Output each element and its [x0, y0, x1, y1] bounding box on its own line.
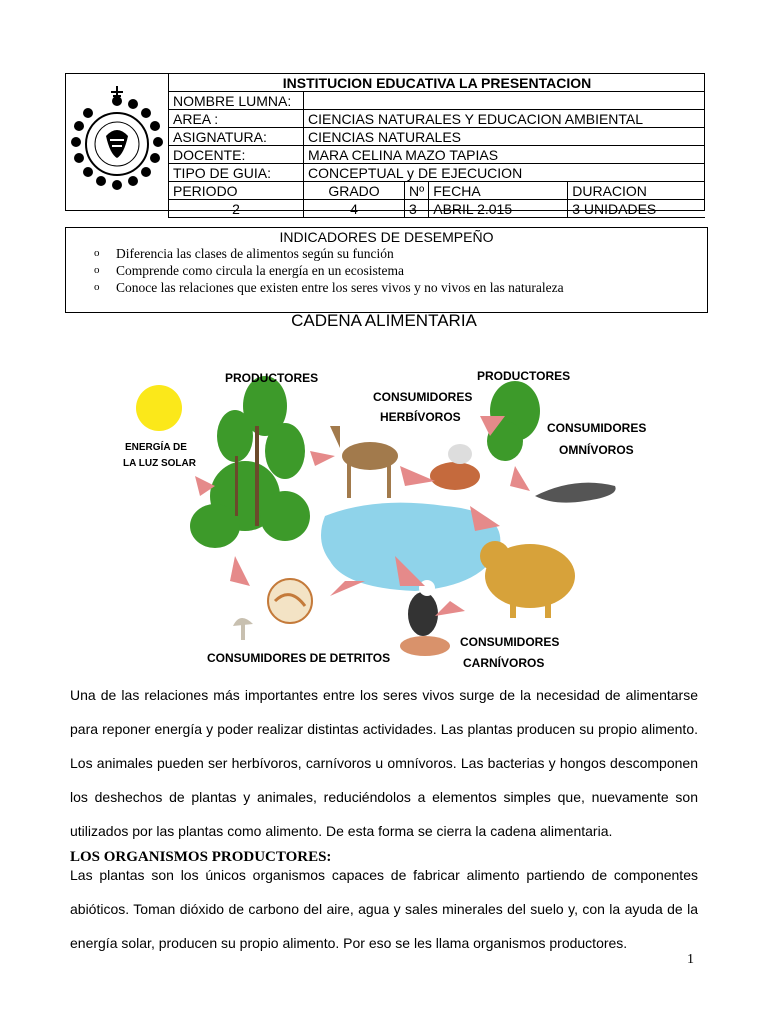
value-tipo: CONCEPTUAL y DE EJECUCION	[304, 164, 706, 182]
deer-icon	[330, 426, 398, 498]
indicator-text: Comprende como circula la energía en un ecosistema	[116, 263, 405, 278]
bullet-icon: o	[94, 247, 100, 259]
col-duracion: DURACION	[568, 182, 705, 200]
col-periodo: PERIODO	[169, 182, 304, 200]
val-grado: 4	[304, 200, 405, 218]
indicator-item	[66, 279, 707, 296]
decomposers-icon	[233, 579, 312, 640]
label-omnivoros-2: OMNÍVOROS	[559, 443, 634, 457]
lizard-icon	[535, 483, 616, 503]
paragraph-line: energía solar, producen su propio alimento. Por eso se les llama organismos productores.	[70, 935, 628, 951]
jaguar-icon	[480, 541, 575, 618]
header-table	[168, 74, 705, 218]
header-box	[65, 73, 705, 217]
val-duracion: 3 UNIDADES	[568, 200, 705, 218]
label-area: AREA :	[169, 110, 304, 128]
institution-name: INSTITUCION EDUCATIVA LA PRESENTACION	[169, 74, 706, 92]
paragraph-line: Las plantas son los únicos organismos capaces de fabricar alimento partiendo de componentes	[70, 867, 698, 883]
label-tipo: TIPO DE GUIA:	[169, 164, 304, 182]
value-asignatura: CIENCIAS NATURALES	[304, 128, 706, 146]
value-nombre	[304, 92, 706, 110]
page-number: 1	[687, 952, 694, 967]
indicator-item	[66, 262, 707, 279]
indicators-box	[65, 227, 708, 313]
label-carnivoros-1: CONSUMIDORES	[460, 635, 560, 649]
page-title: CADENA ALIMENTARIA	[291, 311, 477, 330]
indicator-item	[66, 245, 707, 262]
label-herbivoros-2: HERBÍVOROS	[380, 410, 461, 424]
bird-icon	[430, 444, 480, 490]
label-herbivoros-1: CONSUMIDORES	[373, 390, 473, 404]
indicators-title: INDICADORES DE DESEMPEÑO	[279, 229, 494, 245]
producers-paragraph	[70, 866, 698, 968]
indicator-text: Diferencia las clases de alimentos según su función	[116, 246, 394, 261]
label-sun-2: LA LUZ SOLAR	[123, 458, 196, 469]
label-detritos: CONSUMIDORES DE DETRITOS	[207, 651, 391, 665]
eagle-icon	[400, 580, 450, 656]
paragraph-line: utilizados por las plantas como alimento. De esta forma se cierra la cadena alimentaria.	[70, 823, 613, 839]
label-omnivoros-1: CONSUMIDORES	[547, 421, 647, 435]
label-productores-2: PRODUCTORES	[477, 369, 571, 383]
value-docente: MARA CELINA MAZO TAPIAS	[304, 146, 706, 164]
val-fecha: ABRIL 2.015	[429, 200, 568, 218]
label-asignatura: ASIGNATURA:	[169, 128, 304, 146]
food-chain-illustration	[115, 356, 647, 674]
val-periodo: 2	[169, 200, 304, 218]
section-title: LOS ORGANISMOS PRODUCTORES:	[70, 849, 332, 865]
indicators-list	[66, 245, 707, 296]
label-nombre: NOMBRE LUMNA:	[169, 92, 304, 110]
label-sun-1: ENERGÍA DE	[125, 442, 187, 453]
col-grado: GRADO	[304, 182, 405, 200]
value-area: CIENCIAS NATURALES Y EDUCACION AMBIENTAL	[304, 110, 706, 128]
paragraph-line: los deshechos de plantas y animales, reduciéndolos a elementos simples que, nuevamente son	[70, 789, 698, 805]
sun-icon	[136, 385, 182, 431]
indicator-text: Conoce las relaciones que existen entre los seres vivos y no vivos en las naturaleza	[116, 280, 564, 295]
paragraph-line: Una de las relaciones más importantes entre los seres vivos surge de la necesidad de alimentarse	[70, 687, 698, 703]
label-docente: DOCENTE:	[169, 146, 304, 164]
col-fecha: FECHA	[429, 182, 568, 200]
val-num: 3	[405, 200, 429, 218]
paragraph-line: Los animales pueden ser herbívoros, carnívoros u omnívoros. Las bacterias y hongos descomponen	[70, 755, 698, 771]
bullet-icon: o	[94, 281, 100, 293]
bullet-icon: o	[94, 264, 100, 276]
intro-paragraph	[70, 686, 698, 856]
col-num: Nº	[405, 182, 429, 200]
label-productores-1: PRODUCTORES	[225, 371, 319, 385]
paragraph-line: abióticos. Toman dióxido de carbono del aire, agua y sales minerales del suelo y, con la ayuda de la	[70, 901, 698, 917]
paragraph-line: para reponer energía y poder realizar distintas actividades. Las plantas producen su propio alimento.	[70, 721, 698, 737]
label-carnivoros-2: CARNÍVOROS	[463, 656, 545, 670]
school-logo	[66, 74, 169, 211]
